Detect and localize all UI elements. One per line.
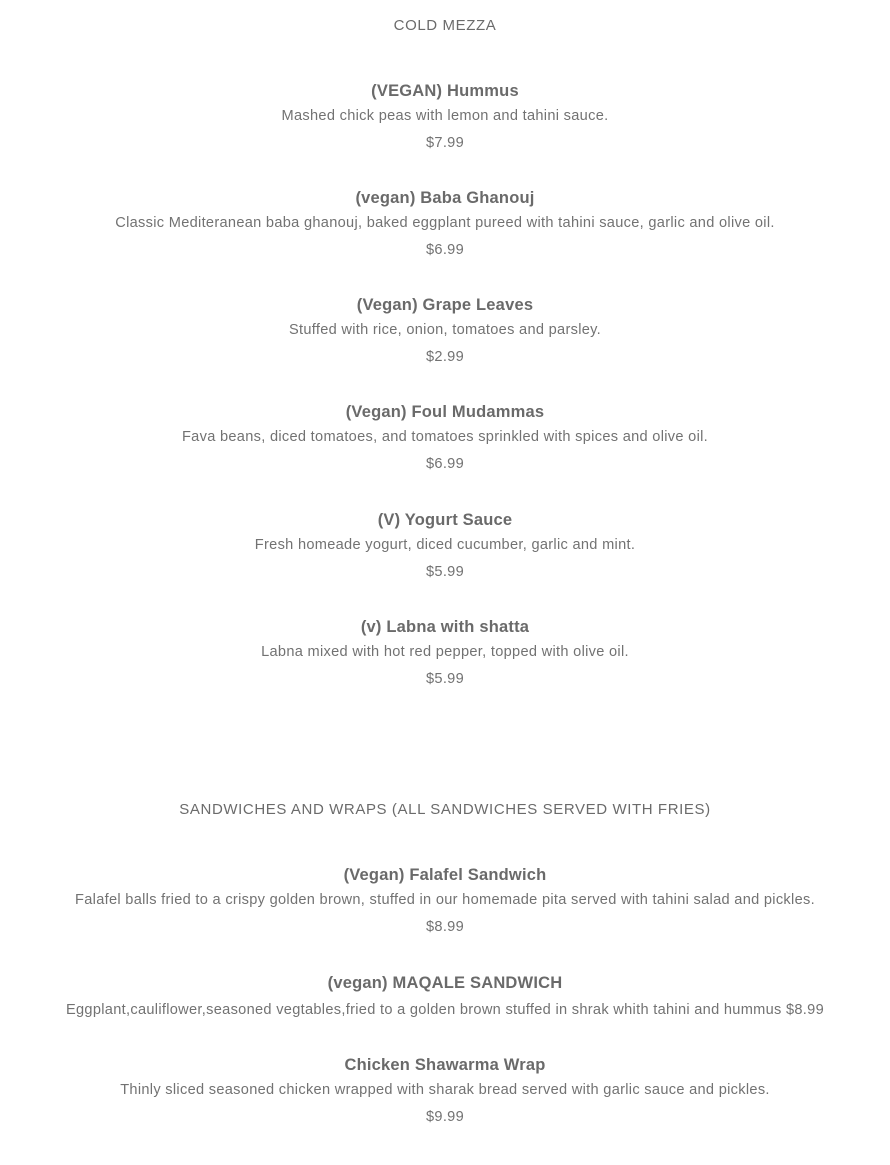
- item-price: $2.99: [425, 349, 465, 365]
- item-description: Falafel balls fried to a crispy golden brown, stuffed in our homemade pita served with tahini salad and pickles.: [75, 892, 815, 908]
- item-name: (V) Yogurt Sauce: [377, 511, 513, 529]
- item-name: (VEGAN) Hummus: [371, 82, 519, 100]
- item-description: Labna mixed with hot red pepper, topped with olive oil.: [261, 644, 629, 660]
- item-price: $7.99: [425, 135, 465, 151]
- item-price: $5.99: [425, 671, 465, 687]
- item-description: Mashed chick peas with lemon and tahini sauce.: [281, 108, 609, 124]
- item-description: Eggplant,cauliflower,seasoned vegtables,fried to a golden brown stuffed in shrak whith tahini and hummus $8.99: [65, 1002, 824, 1018]
- menu-item-falafel-sandwich: [0, 864, 890, 938]
- item-name: (Vegan) Falafel Sandwich: [343, 866, 547, 884]
- menu-item-baba-ghanouj: [0, 187, 890, 261]
- menu-item-maqale-sandwich: [0, 972, 890, 1021]
- item-description: Fava beans, diced tomatoes, and tomatoes sprinkled with spices and olive oil.: [181, 429, 709, 445]
- item-name: Chicken Shawarma Wrap: [344, 1056, 546, 1074]
- item-description: Classic Mediteranean baba ghanouj, baked eggplant pureed with tahini sauce, garlic and olive oil.: [115, 215, 775, 231]
- menu-item-foul-mudammas: [0, 401, 890, 475]
- menu-item-hummus: [0, 80, 890, 154]
- item-price: $8.99: [425, 919, 465, 935]
- section-title-sandwiches-and-wraps: SANDWICHES AND WRAPS (ALL SANDWICHES SERVED WITH FRIES): [179, 801, 711, 818]
- item-name: (vegan) MAQALE SANDWICH: [327, 974, 563, 992]
- item-price: $9.99: [425, 1109, 465, 1125]
- item-description: Fresh homeade yogurt, diced cucumber, garlic and mint.: [254, 537, 636, 553]
- item-description: Stuffed with rice, onion, tomatoes and parsley.: [288, 322, 602, 338]
- item-name: (Vegan) Grape Leaves: [356, 296, 534, 314]
- item-price: $5.99: [425, 564, 465, 580]
- item-name: (vegan) Baba Ghanouj: [355, 189, 535, 207]
- menu-item-grape-leaves: [0, 294, 890, 368]
- item-name: (Vegan) Foul Mudammas: [345, 403, 545, 421]
- section-title-cold-mezza: COLD MEZZA: [393, 17, 497, 34]
- item-name: (v) Labna with shatta: [360, 618, 530, 636]
- menu-item-chicken-shawarma-wrap: [0, 1054, 890, 1128]
- item-price: $6.99: [425, 456, 465, 472]
- item-description: Thinly sliced seasoned chicken wrapped with sharak bread served with garlic sauce and pickles.: [120, 1082, 770, 1098]
- menu-item-yogurt-sauce: [0, 509, 890, 583]
- item-price: $6.99: [425, 242, 465, 258]
- menu-item-labna-with-shatta: [0, 616, 890, 690]
